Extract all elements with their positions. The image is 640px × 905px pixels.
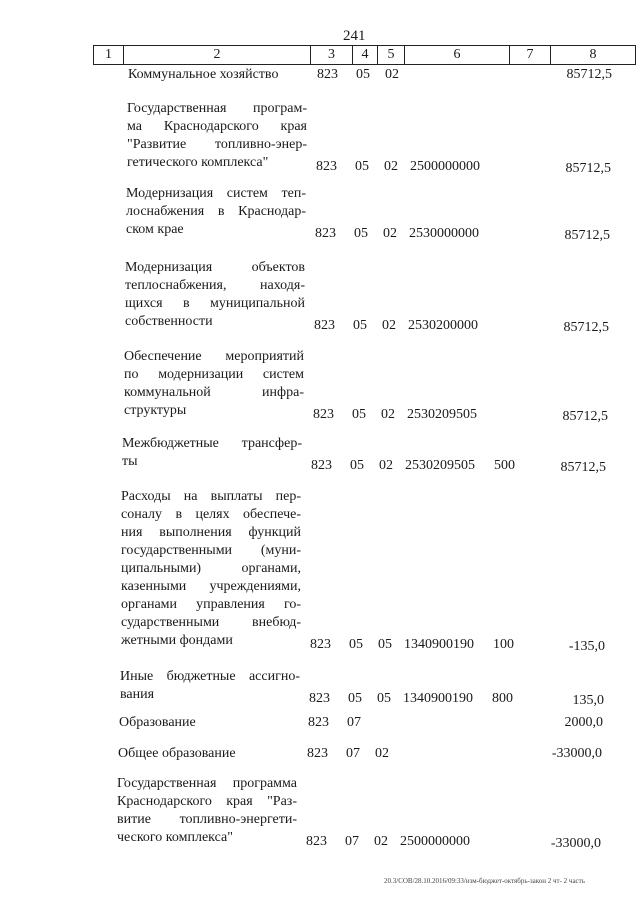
cell-subsection: 02 xyxy=(384,159,398,174)
cell-amount: -135,0 xyxy=(568,639,605,654)
cell-amount: 135,0 xyxy=(572,693,604,708)
row-name-line: щихся в муниципальной xyxy=(125,296,305,311)
cell-subsection: 02 xyxy=(374,834,388,849)
header-col-6: 6 xyxy=(405,46,510,64)
row-name-line: вания xyxy=(120,687,155,702)
row-name-line: сударственными внебюд- xyxy=(121,615,301,630)
row-name-line: гетического комплекса" xyxy=(127,155,269,170)
cell-ministry-code: 823 xyxy=(315,226,336,241)
row-name-line: Общее образование xyxy=(118,746,236,761)
cell-amount: 85712,5 xyxy=(565,161,611,176)
row-name-line: ческого комплекса" xyxy=(117,830,233,845)
row-name-line: Модернизация систем теп- xyxy=(126,186,306,201)
cell-section: 05 xyxy=(356,67,370,82)
cell-amount: 85712,5 xyxy=(562,409,608,424)
row-name-line: Обеспечение мероприятий xyxy=(124,349,304,364)
cell-target-article: 2530209505 xyxy=(405,458,475,473)
row-name-line: государственными (муни- xyxy=(121,543,301,558)
cell-subsection: 02 xyxy=(383,226,397,241)
cell-ministry-code: 823 xyxy=(316,159,337,174)
row-name xyxy=(125,259,305,331)
cell-amount: 85712,5 xyxy=(566,67,612,82)
row-name-line: ципальными) органами, xyxy=(121,561,301,576)
header-col-1: 1 xyxy=(94,46,124,64)
cell-amount: 2000,0 xyxy=(564,715,603,730)
row-name-line: ском крае xyxy=(126,222,184,237)
row-name-line: казенными учреждениями, xyxy=(121,579,301,594)
row-name-line: Коммунальное хозяйство xyxy=(128,67,279,82)
row-name xyxy=(127,100,307,172)
header-col-8: 8 xyxy=(589,47,597,62)
row-name xyxy=(128,66,308,84)
cell-subsection: 05 xyxy=(378,637,392,652)
row-name xyxy=(122,435,302,471)
row-name xyxy=(120,668,300,704)
page-number: 241 xyxy=(343,28,366,44)
cell-subsection: 05 xyxy=(377,691,391,706)
row-name-line: витие топливно-энергети- xyxy=(117,812,297,827)
header-col-7: 7 xyxy=(510,46,551,64)
header-col-2: 2 xyxy=(124,46,311,64)
row-name-line: Межбюджетные трансфер- xyxy=(122,436,302,451)
row-name-line: ния выполнения функций xyxy=(121,525,301,540)
cell-ministry-code: 823 xyxy=(317,67,338,82)
row-name xyxy=(126,185,306,239)
cell-section: 05 xyxy=(353,318,367,333)
cell-subsection: 02 xyxy=(382,318,396,333)
row-name xyxy=(119,714,299,732)
header-col-3: 3 xyxy=(311,46,353,64)
row-name xyxy=(121,488,301,650)
row-name-line: ты xyxy=(122,454,138,469)
row-name-line: собственности xyxy=(125,314,213,329)
cell-target-article: 2500000000 xyxy=(400,834,470,849)
cell-ministry-code: 823 xyxy=(309,691,330,706)
cell-subsection: 02 xyxy=(385,67,399,82)
row-name-line: Государственная програм- xyxy=(127,101,307,116)
cell-subsection: 02 xyxy=(375,746,389,761)
row-name-line: Государственная программа xyxy=(117,776,297,791)
cell-expense-type: 100 xyxy=(493,637,514,652)
cell-section: 05 xyxy=(354,226,368,241)
row-name xyxy=(124,348,304,420)
row-name-line: "Развитие топливно-энер- xyxy=(127,137,307,152)
cell-ministry-code: 823 xyxy=(313,407,334,422)
row-name xyxy=(118,745,298,763)
cell-amount: 85712,5 xyxy=(564,228,610,243)
cell-expense-type: 500 xyxy=(494,458,515,473)
row-name-line: ма Краснодарского края xyxy=(127,119,307,134)
row-name-line: теплоснабжения, находя- xyxy=(125,278,305,293)
cell-section: 07 xyxy=(346,746,360,761)
cell-subsection: 02 xyxy=(379,458,393,473)
header-col-4: 4 xyxy=(353,46,378,64)
row-name-line: Модернизация объектов xyxy=(125,260,305,275)
cell-ministry-code: 823 xyxy=(310,637,331,652)
header-col-5: 5 xyxy=(378,46,405,64)
cell-target-article: 1340900190 xyxy=(403,691,473,706)
cell-expense-type: 800 xyxy=(492,691,513,706)
row-name-line: по модернизации систем xyxy=(124,367,304,382)
cell-target-article: 1340900190 xyxy=(404,637,474,652)
cell-amount: -33000,0 xyxy=(551,746,602,761)
cell-target-article: 2530000000 xyxy=(409,226,479,241)
cell-section: 07 xyxy=(345,834,359,849)
cell-amount: 85712,5 xyxy=(560,460,606,475)
cell-section: 05 xyxy=(352,407,366,422)
cell-section: 05 xyxy=(348,691,362,706)
cell-section: 05 xyxy=(349,637,363,652)
cell-subsection: 02 xyxy=(381,407,395,422)
cell-section: 05 xyxy=(350,458,364,473)
row-name-line: коммунальной инфра- xyxy=(124,385,304,400)
row-name-line: лоснабжения в Краснодар- xyxy=(126,204,306,219)
row-name-line: Образование xyxy=(119,715,196,730)
row-name-line: структуры xyxy=(124,403,187,418)
cell-target-article: 2500000000 xyxy=(410,159,480,174)
cell-ministry-code: 823 xyxy=(307,746,328,761)
cell-ministry-code: 823 xyxy=(306,834,327,849)
row-name-line: Краснодарского края "Раз- xyxy=(117,794,297,809)
cell-target-article: 2530200000 xyxy=(408,318,478,333)
cell-section: 07 xyxy=(347,715,361,730)
row-name xyxy=(117,775,297,847)
row-name-line: Иные бюджетные ассигно- xyxy=(120,669,300,684)
row-name-line: органами управления го- xyxy=(121,597,301,612)
row-name-line: жетными фондами xyxy=(121,633,233,648)
row-name-line: соналу в целях обеспече- xyxy=(121,507,301,522)
cell-ministry-code: 823 xyxy=(314,318,335,333)
cell-section: 05 xyxy=(355,159,369,174)
cell-amount: -33000,0 xyxy=(550,836,601,851)
cell-ministry-code: 823 xyxy=(311,458,332,473)
cell-target-article: 2530209505 xyxy=(407,407,477,422)
table-header xyxy=(93,45,636,65)
document-footer: 20.3/СОВ/28.10.2016/09:33/изм-бюджет-октябрь-закон 2 чт- 2 часть xyxy=(384,877,585,885)
cell-amount: 85712,5 xyxy=(563,320,609,335)
row-name-line: Расходы на выплаты пер- xyxy=(121,489,301,504)
cell-ministry-code: 823 xyxy=(308,715,329,730)
